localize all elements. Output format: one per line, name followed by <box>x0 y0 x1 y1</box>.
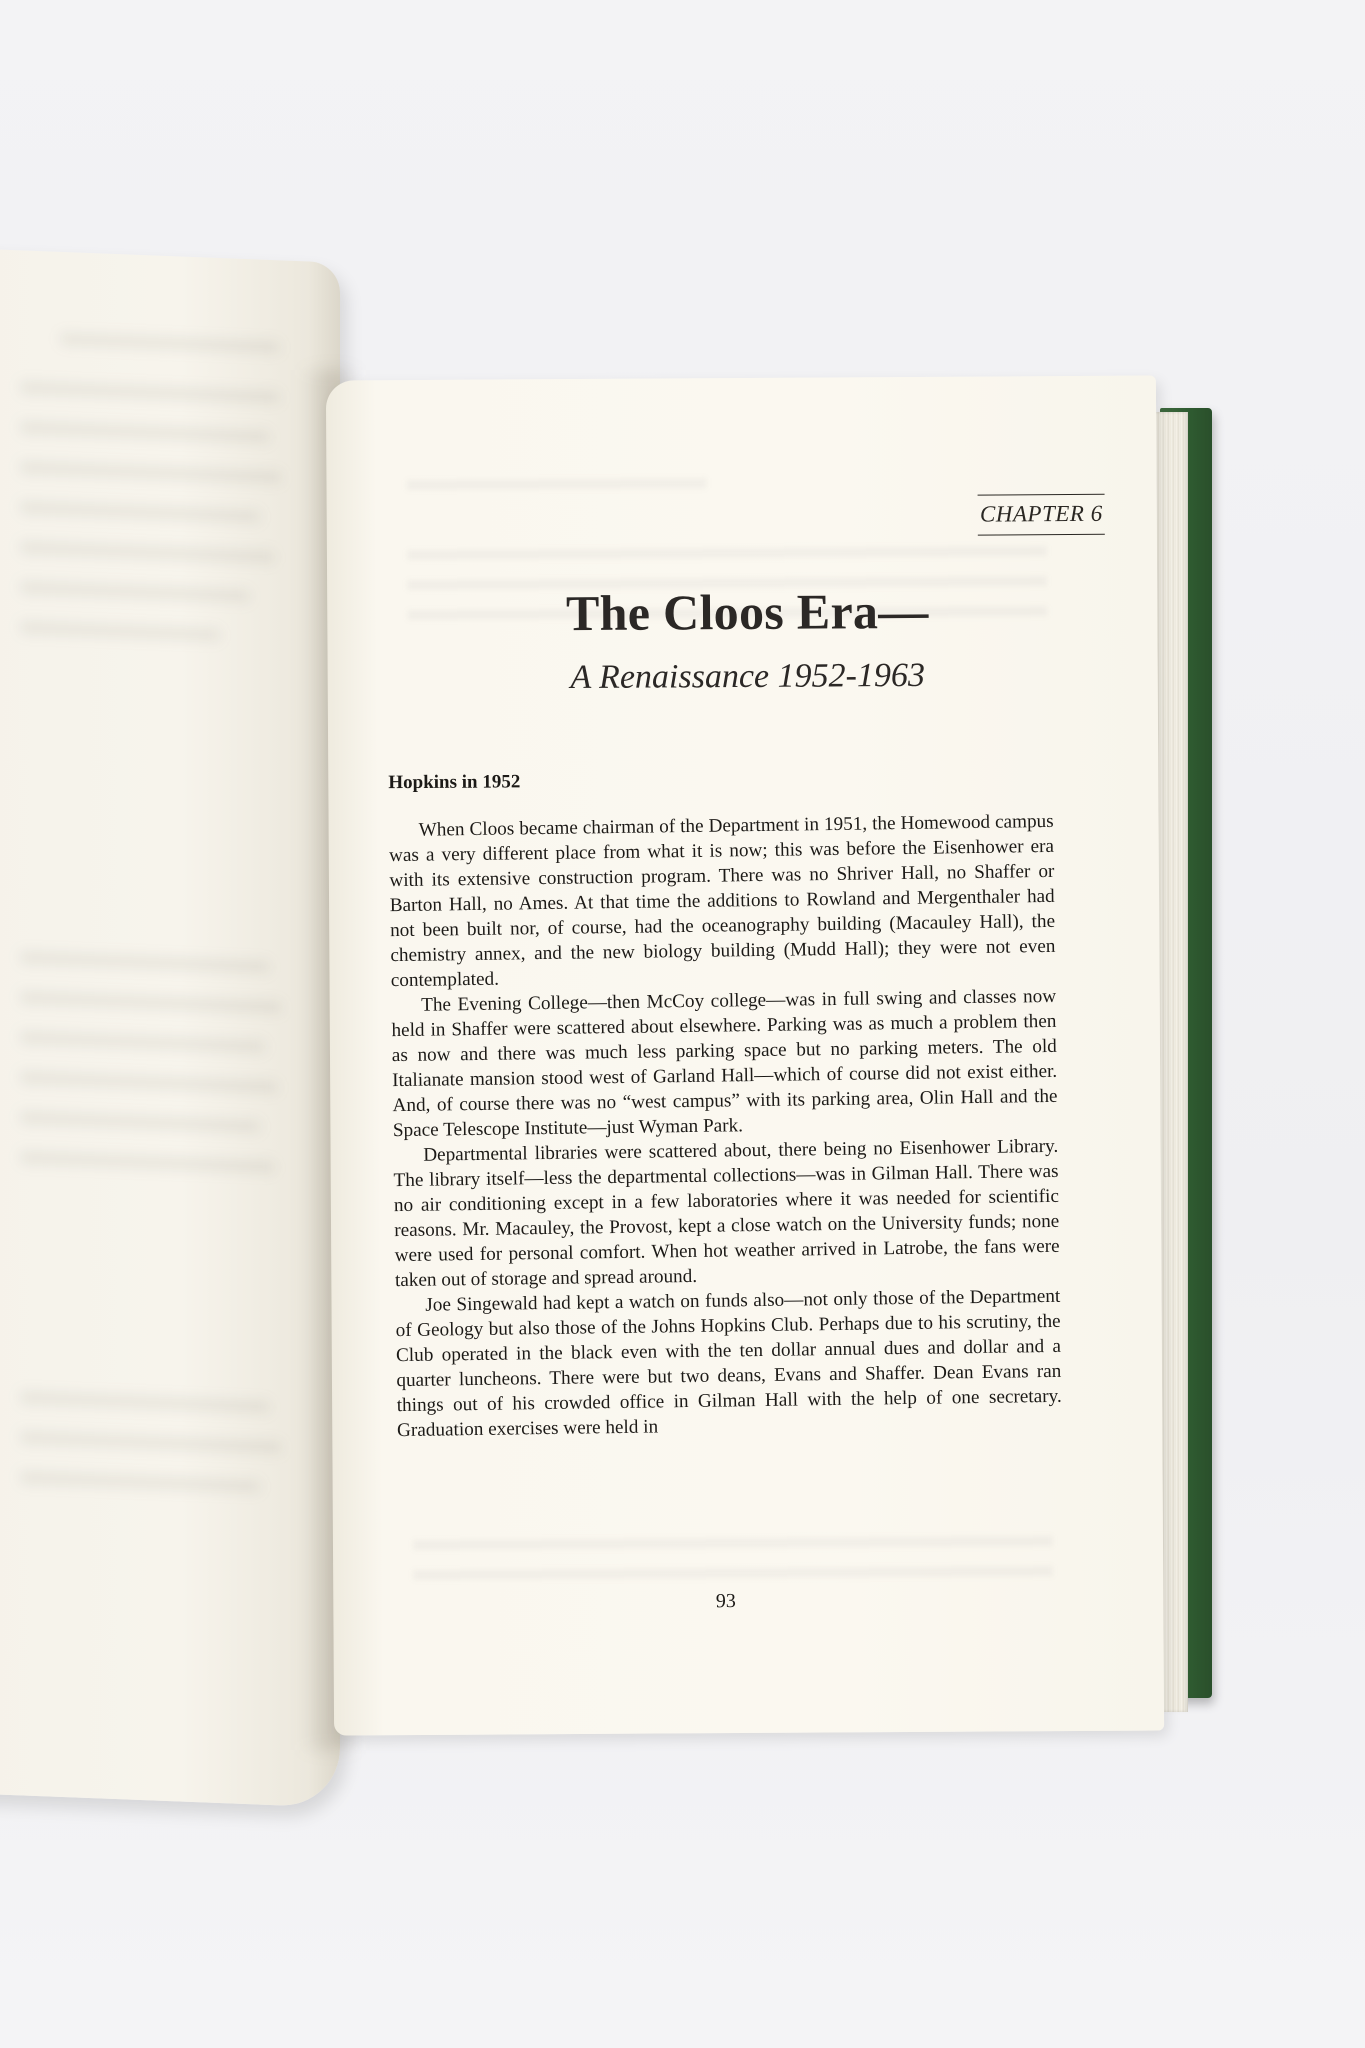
left-page-ghost-text <box>20 1470 260 1493</box>
show-through-text <box>413 1536 1053 1550</box>
body-text <box>389 809 1063 1443</box>
left-page-ghost-text <box>20 380 280 404</box>
show-through-text <box>407 546 1047 560</box>
chapter-label: CHAPTER 6 <box>978 494 1105 536</box>
paragraph: The Evening College—then McCoy college—was in full swing and classes now held in Shaffer were scattered about elsewhere. Parking was as much a problem then as now and there was much less parking space but no parking meters. The old Italianate mansion stood west of Garland Hall—which of course did not exist either. And, of course there was no “west campus” with its parking area, Olin Hall and the Space Telescope Institute—just Wyman Park. <box>391 985 1058 1142</box>
show-through-text <box>413 1566 1053 1580</box>
left-page-ghost-text <box>20 620 220 642</box>
left-page-ghost-text <box>20 1070 278 1094</box>
left-page-ghost-text <box>20 500 260 523</box>
left-page-ghost-text <box>20 1390 270 1414</box>
left-page-ghost-text <box>20 580 250 603</box>
left-page-ghost-text <box>20 1430 282 1454</box>
page-content <box>386 376 1103 1613</box>
left-page-ghost-text <box>20 540 275 564</box>
paragraph: Joe Singewald had kept a watch on funds also—not only those of the Department of Geology but also those of the Johns Hopkins Club. Perhaps due to his scrutiny, the Club operated in the black even with the ten dollar annual dues and dollar and a quarter luncheons. There were but two deans, Evans and Shaffer. Dean Evans ran things out of his crowded office in Gilman Hall with the help of one secretary. Graduation exercises were held in <box>395 1285 1062 1442</box>
left-page-blurred <box>0 247 340 1807</box>
left-page-ghost-text <box>20 1030 265 1053</box>
left-page-ghost-text <box>20 420 270 444</box>
paragraph: When Cloos became chairman of the Department in 1951, the Homewood campus was a very different place from what it is now; this was before the Eisenhower era with its extensive construction program. There was no Shriver Hall, no Shaffer or Barton Hall, no Ames. At that time the additions to Rowland and Mergenthaler had not been built nor, of course, had the oceanography building (Macauley Hall), the chemistry annex, and the new biology building (Mudd Hall); they were not even contemplated. <box>388 810 1056 992</box>
show-through-text <box>406 478 706 490</box>
left-page-ghost-text <box>20 1110 260 1133</box>
left-page-ghost-text <box>20 1150 275 1174</box>
paragraph: Departmental libraries were scattered about, there being no Eisenhower Library. The library itself—less the departmental collections—was in Gilman Hall. There was no air conditioning except in a few laboratories where it was needed for scientific reasons. Mr. Macauley, the Provost, kept a close watch on the University funds; none were used for personal comfort. When hot weather arrived in Latrobe, the fans were taken out of storage and spread around. <box>393 1135 1060 1292</box>
chapter-subtitle: A Renaissance 1952-1963 <box>570 656 926 697</box>
left-page-ghost-text <box>20 460 282 484</box>
section-heading: Hopkins in 1952 <box>388 771 521 794</box>
chapter-title: The Cloos Era— <box>565 582 929 642</box>
page-number: 93 <box>715 1590 736 1613</box>
left-page-ghost-text <box>60 332 280 354</box>
left-page-ghost-text <box>20 950 270 974</box>
right-page <box>326 375 1164 1735</box>
left-page-ghost-text <box>20 990 282 1014</box>
